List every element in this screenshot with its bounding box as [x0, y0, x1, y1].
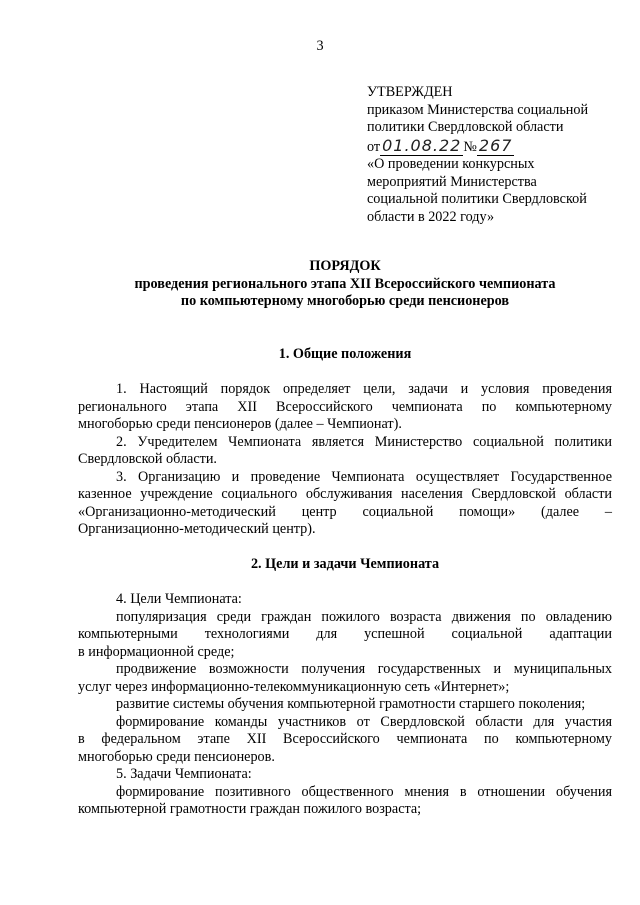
paragraph-line: регионального этапа XII Всероссийского чемпионата по компьютерному — [78, 398, 612, 415]
paragraph-line: «Организационно-методический центр социальной помощи» (далее – — [78, 503, 612, 520]
approval-date-line — [367, 137, 617, 157]
handwritten-number: 267 — [478, 135, 513, 155]
paragraph-line: в информационной среде; — [78, 643, 235, 660]
paragraph-line: 3. Организацию и проведение Чемпионата осуществляет Государственное — [116, 468, 612, 485]
paragraph-line: 4. Цели Чемпионата: — [116, 591, 242, 607]
paragraph-line: многоборью среди пенсионеров. — [78, 748, 275, 765]
paragraph-line: компьютерными технологиями для успешной социальной адаптации — [78, 626, 612, 642]
paragraph-line: формирование позитивного общественного мнения в отношении обучения — [116, 783, 612, 800]
paragraph-line: Свердловской области. — [78, 451, 217, 467]
paragraph-line: 2. Учредителем Чемпионата является Министерство социальной политики — [116, 433, 612, 450]
paragraph-line: развитие системы обучения компьютерной грамотности старшего поколения; — [116, 696, 586, 712]
section-2-body — [78, 591, 612, 819]
page-number: 3 — [316, 38, 324, 54]
paragraph-line: компьютерной грамотности граждан пожилого возраста; — [78, 801, 422, 817]
approval-line: области в 2022 году» — [367, 208, 495, 225]
paragraph-line: казенное учреждение социального обслуживания населения Свердловской области — [78, 486, 612, 502]
paragraph-line: продвижение возможности получения государственных и муниципальных — [116, 661, 612, 677]
title-line: проведения регионального этапа XII Всероссийского чемпионата — [134, 275, 556, 292]
section-heading: 1. Общие положения — [278, 346, 412, 362]
handwritten-date: 01.08.22 — [382, 135, 462, 155]
approval-title: УТВЕРЖДЕН — [367, 84, 453, 100]
approval-line: «О проведении конкурсных — [367, 156, 535, 172]
paragraph-line: многоборью среди пенсионеров (далее – Чемпионат). — [78, 416, 402, 432]
approval-line: социальной политики Свердловской — [367, 191, 587, 207]
section-1-body — [78, 381, 612, 539]
paragraph-line: формирование команды участников от Свердловской области для участия — [116, 713, 612, 730]
approval-block — [367, 84, 617, 226]
title-line: ПОРЯДОК — [309, 258, 381, 274]
paragraph-line: в федеральном этапе XII Всероссийского чемпионата по компьютерному — [78, 731, 612, 747]
title-line: по компьютерному многоборью среди пенсионеров — [180, 293, 510, 309]
number-prefix: № — [463, 138, 477, 155]
date-prefix: от — [367, 138, 381, 155]
paragraph-line: 5. Задачи Чемпионата: — [116, 766, 252, 782]
section-heading: 2. Цели и задачи Чемпионата — [250, 556, 440, 572]
paragraph-line: Организационно-методический центр). — [78, 521, 316, 537]
document-title — [0, 258, 640, 311]
approval-line: политики Свердловской области — [367, 119, 564, 135]
paragraph-line: популяризация среди граждан пожилого возраста движения по овладению — [116, 608, 612, 625]
approval-line: мероприятий Министерства — [367, 173, 537, 190]
paragraph-line: услуг через информационно-телекоммуникационную сеть «Интернет»; — [78, 678, 510, 695]
paragraph-line: 1. Настоящий порядок определяет цели, задачи и условия проведения — [116, 381, 612, 397]
approval-line: приказом Министерства социальной — [367, 101, 589, 118]
